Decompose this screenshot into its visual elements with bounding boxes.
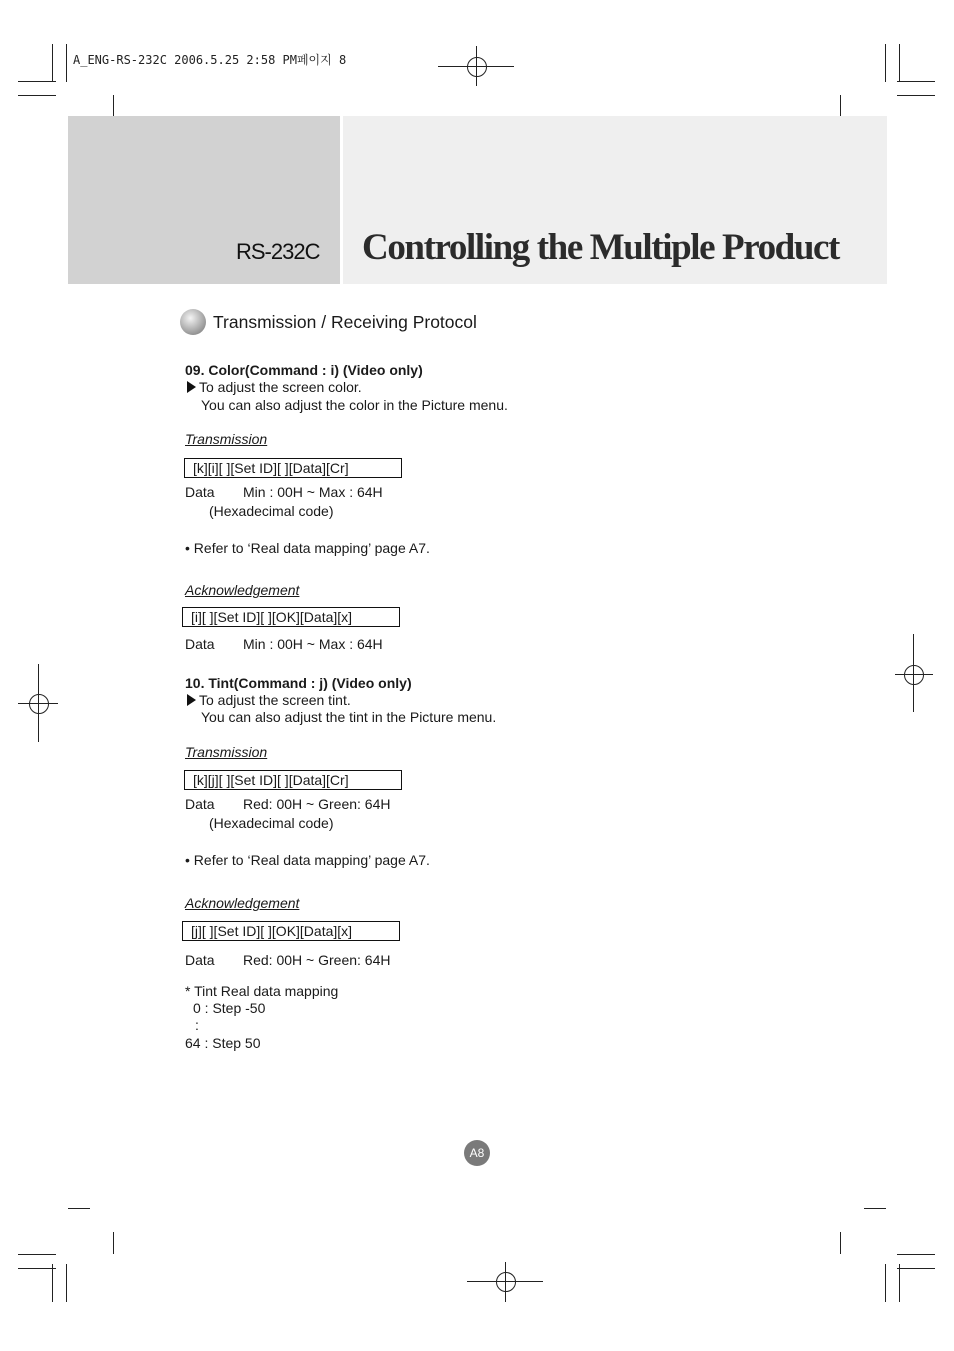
crop-mark <box>18 1254 56 1255</box>
ack-data-range: Min : 00H ~ Max : 64H <box>243 636 383 652</box>
crop-mark <box>18 81 56 82</box>
crop-mark <box>68 1208 90 1209</box>
crop-mark <box>113 95 114 117</box>
command-description-2: You can also adjust the tint in the Picture menu. <box>201 709 497 725</box>
ack-data-range: Red: 00H ~ Green: 64H <box>243 952 391 968</box>
mapping-line: 0 : Step -50 <box>193 1000 266 1016</box>
section-subtitle: Transmission / Receiving Protocol <box>213 312 477 332</box>
command-heading: 09. Color(Command : i) (Video only) <box>185 362 423 378</box>
transmission-code-box: [k][i][ ][Set ID][ ][Data][Cr] <box>184 458 402 478</box>
data-note: (Hexadecimal code) <box>209 815 334 831</box>
data-note: (Hexadecimal code) <box>209 503 334 519</box>
description-text: To adjust the screen color. <box>199 379 362 395</box>
registration-circle-icon <box>29 694 49 714</box>
crop-mark <box>66 44 67 82</box>
page-number-badge: A8 <box>464 1140 490 1166</box>
crop-mark <box>897 81 935 82</box>
mapping-title: * Tint Real data mapping <box>185 983 339 999</box>
refer-note: • Refer to ‘Real data mapping’ page A7. <box>185 540 430 556</box>
crop-mark <box>885 44 886 82</box>
mapping-line: : <box>195 1017 199 1033</box>
crop-mark <box>899 1264 900 1302</box>
crop-mark <box>18 1268 56 1269</box>
command-description-2: You can also adjust the color in the Picture menu. <box>201 397 508 413</box>
ack-data-label: Data <box>185 952 215 968</box>
ack-code-box: [i][ ][Set ID][ ][OK][Data][x] <box>182 607 400 627</box>
command-description <box>187 379 362 396</box>
crop-mark <box>864 1208 886 1209</box>
crop-mark <box>897 95 935 96</box>
section-label: RS-232C <box>236 239 320 264</box>
acknowledgement-label: Acknowledgement <box>185 582 300 598</box>
crop-mark <box>52 44 53 82</box>
transmission-label: Transmission <box>185 744 268 760</box>
command-heading: 10. Tint(Command : j) (Video only) <box>185 675 412 691</box>
ack-code-box: [j][ ][Set ID][ ][OK][Data][x] <box>182 921 400 941</box>
data-range: Min : 00H ~ Max : 64H <box>243 484 383 500</box>
crop-mark <box>66 1264 67 1302</box>
acknowledgement-label: Acknowledgement <box>185 895 300 911</box>
crop-mark <box>897 1268 935 1269</box>
ack-data-label: Data <box>185 636 215 652</box>
data-label: Data <box>185 796 215 812</box>
crop-mark <box>897 1254 935 1255</box>
play-arrow-icon <box>187 381 196 393</box>
crop-mark <box>885 1264 886 1302</box>
registration-circle-icon <box>467 57 487 77</box>
sphere-bullet-icon <box>180 309 206 335</box>
crop-mark <box>899 44 900 82</box>
data-label: Data <box>185 484 215 500</box>
mapping-line: 64 : Step 50 <box>185 1035 261 1051</box>
command-description <box>187 692 351 709</box>
crop-mark <box>840 95 841 117</box>
transmission-code-box: [k][j][ ][Set ID][ ][Data][Cr] <box>184 770 402 790</box>
registration-circle-icon <box>904 665 924 685</box>
data-range: Red: 00H ~ Green: 64H <box>243 796 391 812</box>
crop-mark <box>840 1232 841 1254</box>
play-arrow-icon <box>187 694 196 706</box>
crop-mark <box>18 95 56 96</box>
print-slug-line: A_ENG-RS-232C 2006.5.25 2:58 PM페이지 8 <box>73 53 347 67</box>
registration-circle-icon <box>496 1272 516 1292</box>
crop-mark <box>52 1264 53 1302</box>
refer-note: • Refer to ‘Real data mapping’ page A7. <box>185 852 430 868</box>
crop-mark <box>113 1232 114 1254</box>
transmission-label: Transmission <box>185 431 268 447</box>
page-title: Controlling the Multiple Product <box>362 227 839 268</box>
description-text: To adjust the screen tint. <box>199 692 351 708</box>
